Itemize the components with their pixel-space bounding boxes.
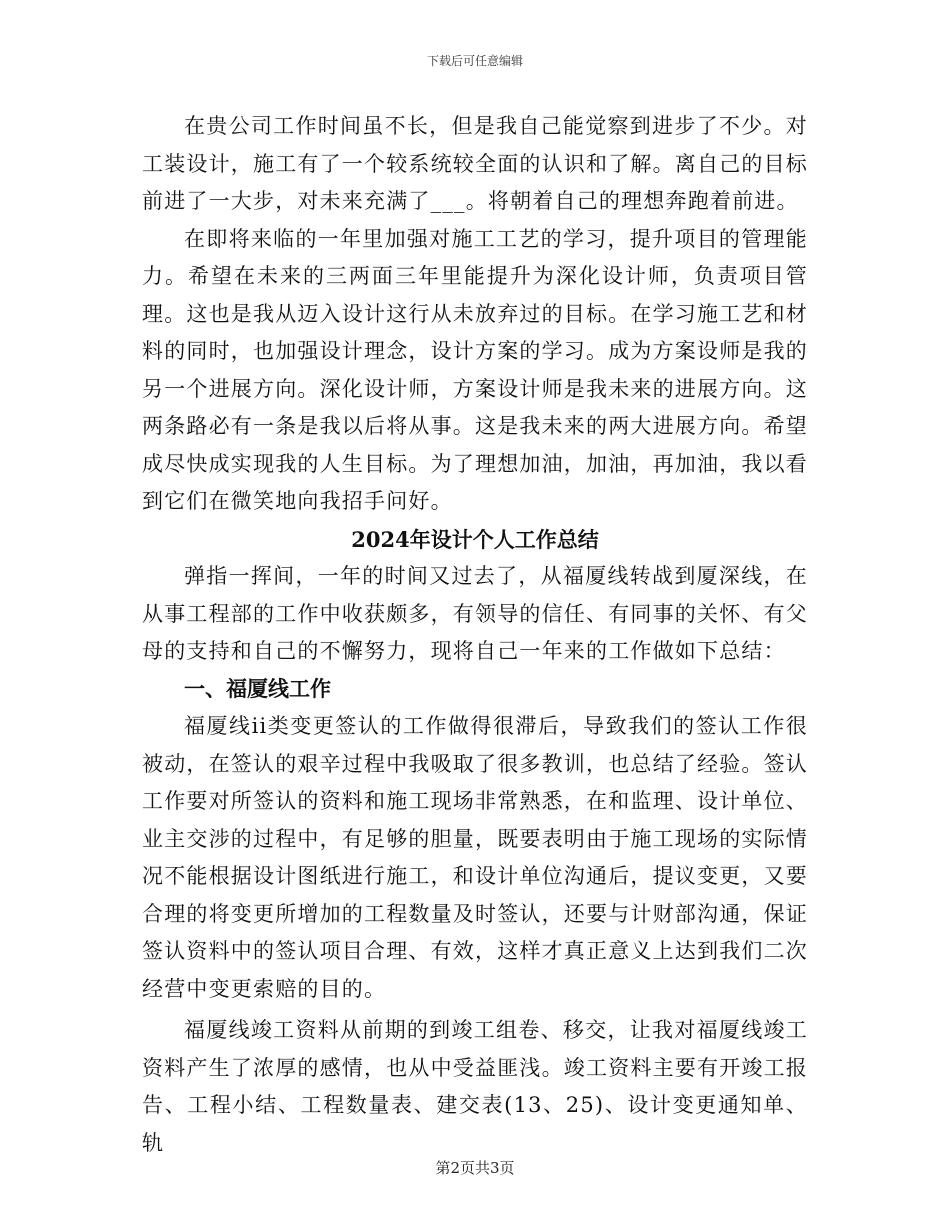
paragraph-2: 在即将来临的一年里加强对施工工艺的学习，提升项目的管理能力。希望在未来的三两面三年里能提升为深化设计师，负责项目管理。这也是我从迈入设计这行从未放弃过的目标。在学习施工艺和材料的同时，也加强设计理念，设计方案的学习。成为方案设师是我的另一个进展方向。深化设计师，方案设计师是我未来的进展方向。这两条路必有一条是我以后将从事。这是我未来的两大进展方向。希望成尽快成实现我的人生目标。为了理想加油，加油，再加油，我以看到它们在微笑地向我招手问好。 [142,226,808,513]
page-header: 下载后可任意编辑 [426,54,523,68]
page-footer: 第2页共3页 [435,1159,515,1177]
document-title: 2024年设计个人工作总结 [351,526,599,552]
paragraph-4: 福厦线ii类变更签认的工作做得很滞后，导致我们的签认工作很被动，在签认的艰辛过程中我吸取了很多教训，也总结了经验。签认工作要对所签认的资料和施工现场非常熟悉，在和监理、设计单位、业主交涉的过程中，有足够的胆量，既要表明由于施工现场的实际情况不能根据设计图纸进行施工，和设计单位沟通后，提议变更，又要合理的将变更所增加的工程数量及时签认，还要与计财部沟通，保证签认资料中的签认项目合理、有效，这样才真正意义上达到我们二次经营中变更索赔的目的。 [142,714,808,1001]
paragraph-3: 弹指一挥间，一年的时间又过去了，从福厦线转战到厦深线，在从事工程部的工作中收获颇多，有领导的信任、有同事的关怀、有父母的支持和自己的不懈努力，现将自己一年来的工作做如下总结： [142,564,808,663]
paragraph-1: 在贵公司工作时间虽不长，但是我自己能觉察到进步了不少。对工装设计，施工有了一个较系统较全面的认识和了解。离自己的目标前进了一大步，对未来充满了___。将朝着自己的理想奔跑着前进。 [142,114,808,213]
section-heading-1: 一、福厦线工作 [184,676,331,701]
document-body [142,108,808,1162]
paragraph-5: 福厦线竣工资料从前期的到竣工组卷、移交，让我对福厦线竣工资料产生了浓厚的感情，也从中受益匪浅。竣工资料主要有开竣工报告、工程小结、工程数量表、建交表(13、25)、设计变更通知单、轨 [142,1018,808,1155]
